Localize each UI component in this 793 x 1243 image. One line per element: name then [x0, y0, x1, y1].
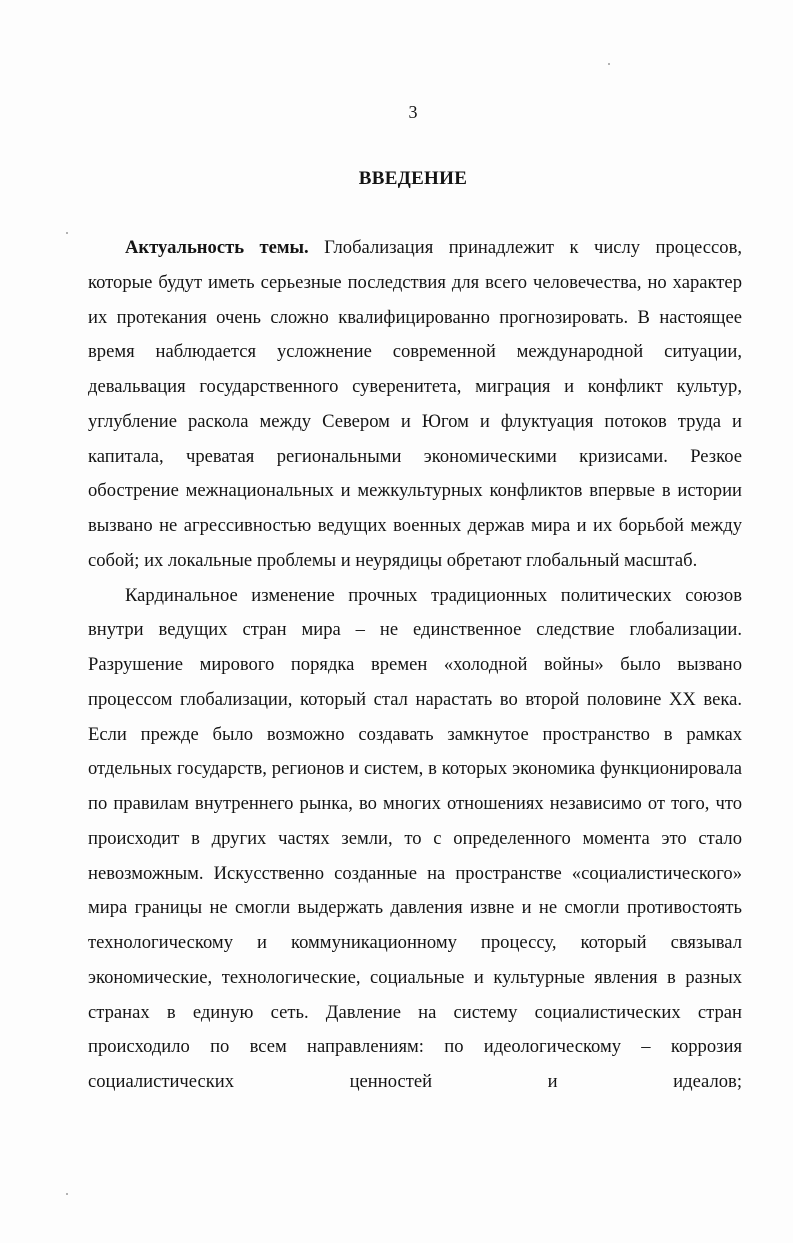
page-number: 3: [408, 102, 418, 122]
paragraph-relevance: [88, 231, 742, 579]
body-text: [88, 231, 742, 1100]
scan-speck: [608, 63, 610, 65]
scan-speck: [66, 1193, 68, 1195]
page-title: ВВЕДЕНИЕ: [358, 168, 468, 189]
relevance-text: Глобализация принадлежит к числу процессов, которые будут иметь серьезные последствия для всего человечества, но характер их протекания очень сложно квалифицированно прогнозировать. В настоящее время наблюдается усложнение современной международной ситуации, девальвация государственного суверенитета, миграция и конфликт культур, углубление раскола между Севером и Югом и флуктуация потоков труда и капитала, чреватая региональными экономическими кризисами. Резкое обострение межнациональных и межкультурных конфликтов впервые в истории вызвано не агрессивностью ведущих военных держав мира и их борьбой между собой; их локальные проблемы и неурядицы обретают глобальный масштаб.: [88, 237, 743, 571]
scan-speck: [66, 232, 68, 234]
paragraph-globalization: Кардинальное изменение прочных традиционных политических союзов внутри ведущих стран мира – не единственное следствие глобализации. Разрушение мирового порядка времен «холодной войны» было вызвано процессом глобализации, который стал нарастать во второй половине XX века. Если прежде было возможно создавать замкнутое пространство в рамках отдельных государств, регионов и систем, в которых экономика функционировала по правилам внутреннего рынка, во многих отношениях независимо от того, что происходит в других частях земли, то с определенного момента это стало невозможным. Искусственно созданные на пространстве «социалистического» мира границы не смогли выдержать давления извне и не смогли противостоять технологическому и коммуникационному процессу, который связывал экономические, технологические, социальные и культурные явления в разных странах в единую сеть. Давление на систему социалистических стран происходило по всем направлениям: по идеологическому – коррозия социалистических ценностей и идеалов;: [88, 584, 742, 1092]
relevance-lead: Актуальность темы.: [125, 237, 309, 258]
